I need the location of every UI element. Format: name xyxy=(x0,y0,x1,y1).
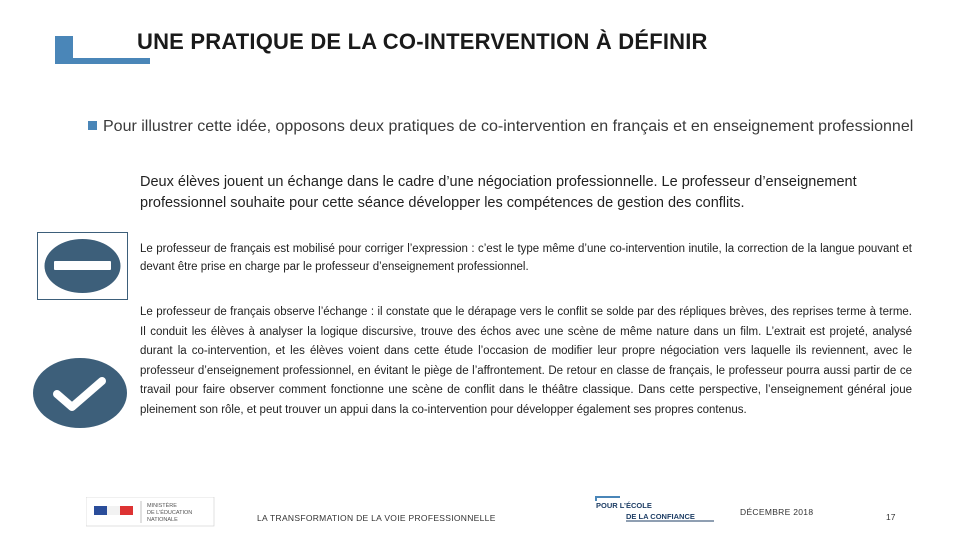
minus-icon xyxy=(37,232,128,300)
intro-bullet xyxy=(88,117,918,137)
ministry-logo-line-1: MINISTÈRE xyxy=(147,503,177,509)
ecole-logo-line-1: POUR L’ÉCOLE xyxy=(596,501,652,510)
bullet-square-icon xyxy=(88,121,97,130)
intro-bullet-text: Pour illustrer cette idée, opposons deux pratiques de co-intervention en français et en enseignement professionnel xyxy=(103,118,914,135)
check-icon xyxy=(32,357,128,429)
page-number: 17 xyxy=(886,512,896,522)
scenario-text: Deux élèves jouent un échange dans le cadre d’une négociation professionnelle. Le professeur d’enseignement professionnel souhaite pour cette séance développer les compétences de gestion des conflits. xyxy=(140,174,857,211)
good-practice-text: Le professeur de français observe l’échange : il constate que le dérapage vers le conflit se solde par des répliques brèves, des reprises terme à terme. Il conduit les élèves à analyser la logique discursive, trouve des échos avec une scène de même nature dans un film. L’extrait est projeté, analysé durant la co-intervention, et les élèves voient dans cette étude l’occasion de modifier leur propre négociation vers laquelle ils reviennent, avec le professeur d’enseignement professionnel, en évitant le piège de l’affrontement. De retour en classe de français, le professeur pourra aussi partir de ce travail pour faire observer comment fonctionne une scène de conflit dans le théâtre classique. Dans cette perspective, l’enseignement général joue pleinement son rôle, et peut trouver un appui dans la co-intervention pour développer également ses propres contenus. xyxy=(140,306,912,416)
bad-practice-text: Le professeur de français est mobilisé pour corriger l’expression : c’est le type même d’une co-intervention inutile, la correction de la langue pouvant et devant être prise en charge par le professeur d’enseignement professionnel. xyxy=(140,243,912,273)
ecole-confiance-logo xyxy=(594,495,718,523)
ministry-logo-line-2: DE L'ÉDUCATION xyxy=(147,510,193,516)
slide-title: UNE PRATIQUE DE LA CO-INTERVENTION À DÉFINIR xyxy=(137,29,708,54)
ecole-logo-line-2: DE LA CONFIANCE xyxy=(626,512,695,521)
footer-date: DÉCEMBRE 2018 xyxy=(740,507,814,517)
footer-label: LA TRANSFORMATION DE LA VOIE PROFESSIONNELLE xyxy=(257,513,496,523)
ministry-logo xyxy=(86,497,216,527)
title-accent-bar xyxy=(55,36,150,64)
ministry-logo-line-3: NATIONALE xyxy=(147,517,178,523)
